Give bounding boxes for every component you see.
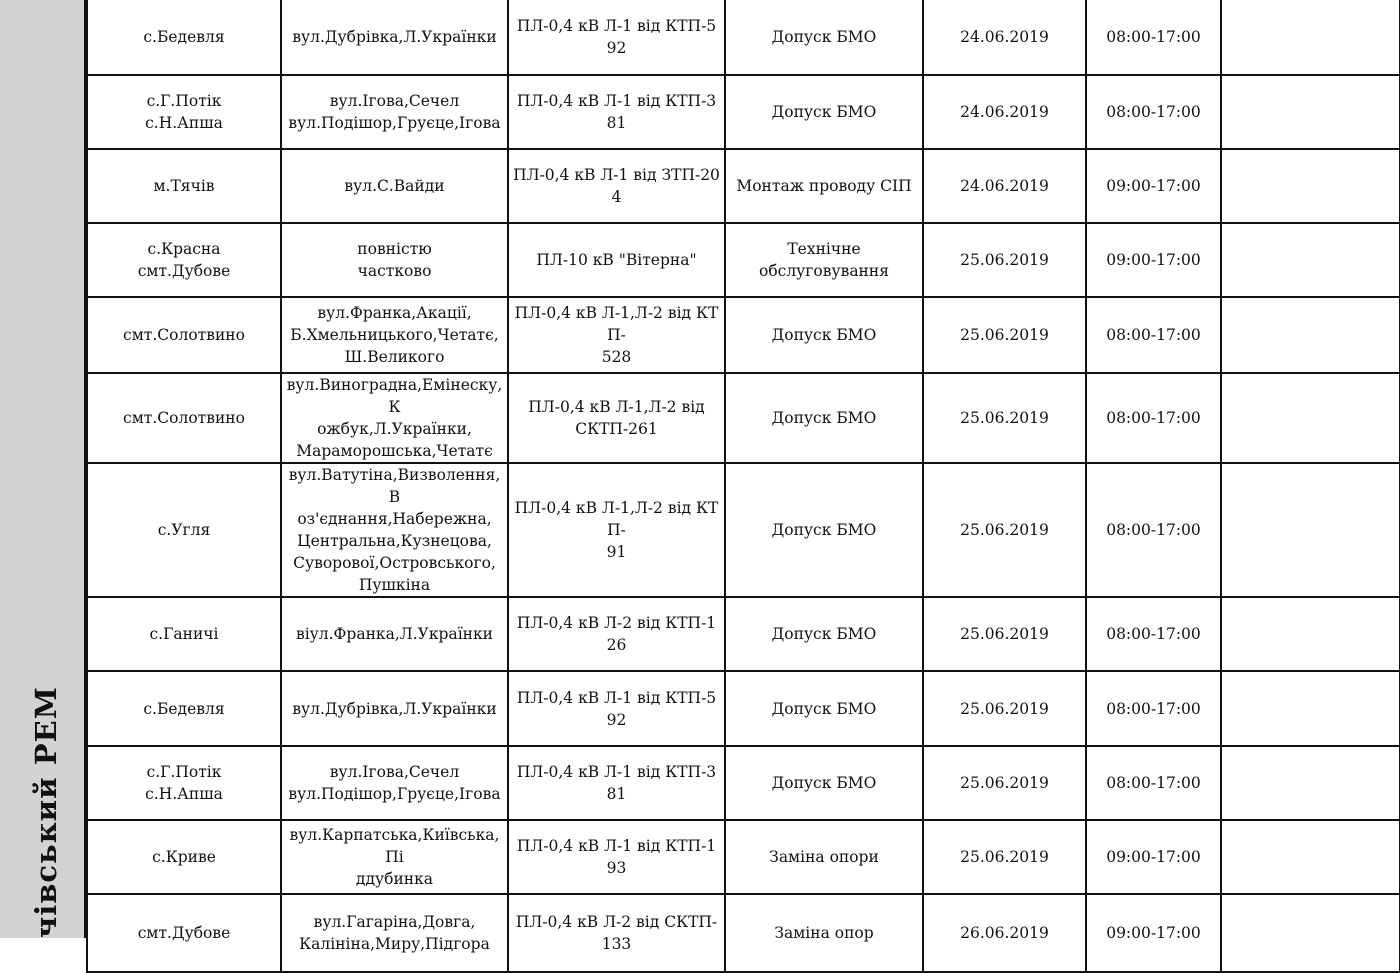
table-row <box>87 597 1399 671</box>
settlement-cell: с.Г.Потік с.Н.Апша <box>87 746 281 820</box>
work-type-cell: Допуск БМО <box>725 463 923 597</box>
work-type-cell: Допуск БМО <box>725 373 923 463</box>
streets-cell: вул.Ігова,Сечел вул.Подішор,Груєце,Ігова <box>281 75 508 149</box>
work-type-cell: Допуск БМО <box>725 746 923 820</box>
note-cell <box>1221 149 1399 223</box>
power-line-cell: ПЛ-0,4 кВ Л-1 від КТП-381 <box>508 75 725 149</box>
date-cell: 25.06.2019 <box>923 671 1086 746</box>
settlement-cell: с.Ганичі <box>87 597 281 671</box>
table-row <box>87 820 1399 894</box>
settlement-cell: с.Бедевля <box>87 671 281 746</box>
settlement-cell: м.Тячів <box>87 149 281 223</box>
region-sidebar <box>0 0 86 938</box>
streets-cell: вул.Карпатська,Київська,Пі ддубинка <box>281 820 508 894</box>
streets-cell: віул.Франка,Л.Українки <box>281 597 508 671</box>
settlement-cell: с.Криве <box>87 820 281 894</box>
note-cell <box>1221 223 1399 297</box>
date-cell: 25.06.2019 <box>923 297 1086 373</box>
date-cell: 24.06.2019 <box>923 75 1086 149</box>
power-line-cell: ПЛ-0,4 кВ Л-1 від КТП-193 <box>508 820 725 894</box>
power-line-cell: ПЛ-0,4 кВ Л-1 від КТП-592 <box>508 0 725 75</box>
table-row <box>87 894 1399 972</box>
work-type-cell: Допуск БМО <box>725 0 923 75</box>
table-row <box>87 149 1399 223</box>
work-type-cell: Монтаж проводу СІП <box>725 149 923 223</box>
outage-schedule-table <box>86 0 1400 973</box>
note-cell <box>1221 0 1399 75</box>
power-line-cell: ПЛ-0,4 кВ Л-1,Л-2 від СКТП-261 <box>508 373 725 463</box>
date-cell: 24.06.2019 <box>923 0 1086 75</box>
settlement-cell: с.Бедевля <box>87 0 281 75</box>
date-cell: 25.06.2019 <box>923 820 1086 894</box>
time-cell: 08:00-17:00 <box>1086 75 1221 149</box>
table-row <box>87 223 1399 297</box>
settlement-cell: с.Красна смт.Дубове <box>87 223 281 297</box>
note-cell <box>1221 894 1399 972</box>
table-row <box>87 75 1399 149</box>
streets-cell: вул.Гагаріна,Довга, Калініна,Миру,Підгора <box>281 894 508 972</box>
date-cell: 24.06.2019 <box>923 149 1086 223</box>
streets-cell: вул.С.Вайди <box>281 149 508 223</box>
table-row <box>87 0 1399 75</box>
time-cell: 09:00-17:00 <box>1086 223 1221 297</box>
streets-cell: вул.Дубрівка,Л.Українки <box>281 0 508 75</box>
settlement-cell: смт.Солотвино <box>87 373 281 463</box>
note-cell <box>1221 746 1399 820</box>
date-cell: 25.06.2019 <box>923 373 1086 463</box>
work-type-cell: Допуск БМО <box>725 671 923 746</box>
note-cell <box>1221 75 1399 149</box>
time-cell: 08:00-17:00 <box>1086 297 1221 373</box>
time-cell: 09:00-17:00 <box>1086 820 1221 894</box>
date-cell: 25.06.2019 <box>923 463 1086 597</box>
time-cell: 08:00-17:00 <box>1086 373 1221 463</box>
table-row <box>87 746 1399 820</box>
time-cell: 09:00-17:00 <box>1086 894 1221 972</box>
table-row <box>87 463 1399 597</box>
note-cell <box>1221 671 1399 746</box>
date-cell: 26.06.2019 <box>923 894 1086 972</box>
streets-cell: вул.Виноградна,Емінеску,К ожбук,Л.Українки, Мараморошська,Четатє <box>281 373 508 463</box>
date-cell: 25.06.2019 <box>923 223 1086 297</box>
date-cell: 25.06.2019 <box>923 746 1086 820</box>
streets-cell: вул.Ватутіна,Визволення,В оз'єднання,Набережна, Центральна,Кузнецова, Суворової,Островського, Пушкіна <box>281 463 508 597</box>
date-cell: 25.06.2019 <box>923 597 1086 671</box>
power-line-cell: ПЛ-0,4 кВ Л-2 від СКТП- 133 <box>508 894 725 972</box>
work-type-cell: Допуск БМО <box>725 297 923 373</box>
streets-cell: вул.Франка,Акації, Б.Хмельницького,Четатє, Ш.Великого <box>281 297 508 373</box>
power-line-cell: ПЛ-0,4 кВ Л-2 від КТП-126 <box>508 597 725 671</box>
note-cell <box>1221 373 1399 463</box>
note-cell <box>1221 820 1399 894</box>
work-type-cell: Заміна опори <box>725 820 923 894</box>
time-cell: 08:00-17:00 <box>1086 746 1221 820</box>
table-row <box>87 373 1399 463</box>
power-line-cell: ПЛ-0,4 кВ Л-1 від ЗТП-204 <box>508 149 725 223</box>
region-label: чівський РЕМ <box>29 686 63 938</box>
note-cell <box>1221 463 1399 597</box>
power-line-cell: ПЛ-0,4 кВ Л-1,Л-2 від КТП- 91 <box>508 463 725 597</box>
note-cell <box>1221 297 1399 373</box>
streets-cell: повністю частково <box>281 223 508 297</box>
note-cell <box>1221 597 1399 671</box>
table-row <box>87 671 1399 746</box>
table-row <box>87 297 1399 373</box>
settlement-cell: смт.Солотвино <box>87 297 281 373</box>
work-type-cell: Допуск БМО <box>725 75 923 149</box>
time-cell: 08:00-17:00 <box>1086 0 1221 75</box>
settlement-cell: с.Г.Потік с.Н.Апша <box>87 75 281 149</box>
settlement-cell: с.Угля <box>87 463 281 597</box>
work-type-cell: Заміна опор <box>725 894 923 972</box>
work-type-cell: Технічне обслуговування <box>725 223 923 297</box>
power-line-cell: ПЛ-0,4 кВ Л-1,Л-2 від КТП- 528 <box>508 297 725 373</box>
settlement-cell: смт.Дубове <box>87 894 281 972</box>
streets-cell: вул.Ігова,Сечел вул.Подішор,Груєце,Ігова <box>281 746 508 820</box>
power-line-cell: ПЛ-10 кВ "Вітерна" <box>508 223 725 297</box>
power-line-cell: ПЛ-0,4 кВ Л-1 від КТП-592 <box>508 671 725 746</box>
streets-cell: вул.Дубрівка,Л.Українки <box>281 671 508 746</box>
time-cell: 08:00-17:00 <box>1086 671 1221 746</box>
time-cell: 08:00-17:00 <box>1086 597 1221 671</box>
time-cell: 09:00-17:00 <box>1086 149 1221 223</box>
work-type-cell: Допуск БМО <box>725 597 923 671</box>
time-cell: 08:00-17:00 <box>1086 463 1221 597</box>
power-line-cell: ПЛ-0,4 кВ Л-1 від КТП-381 <box>508 746 725 820</box>
